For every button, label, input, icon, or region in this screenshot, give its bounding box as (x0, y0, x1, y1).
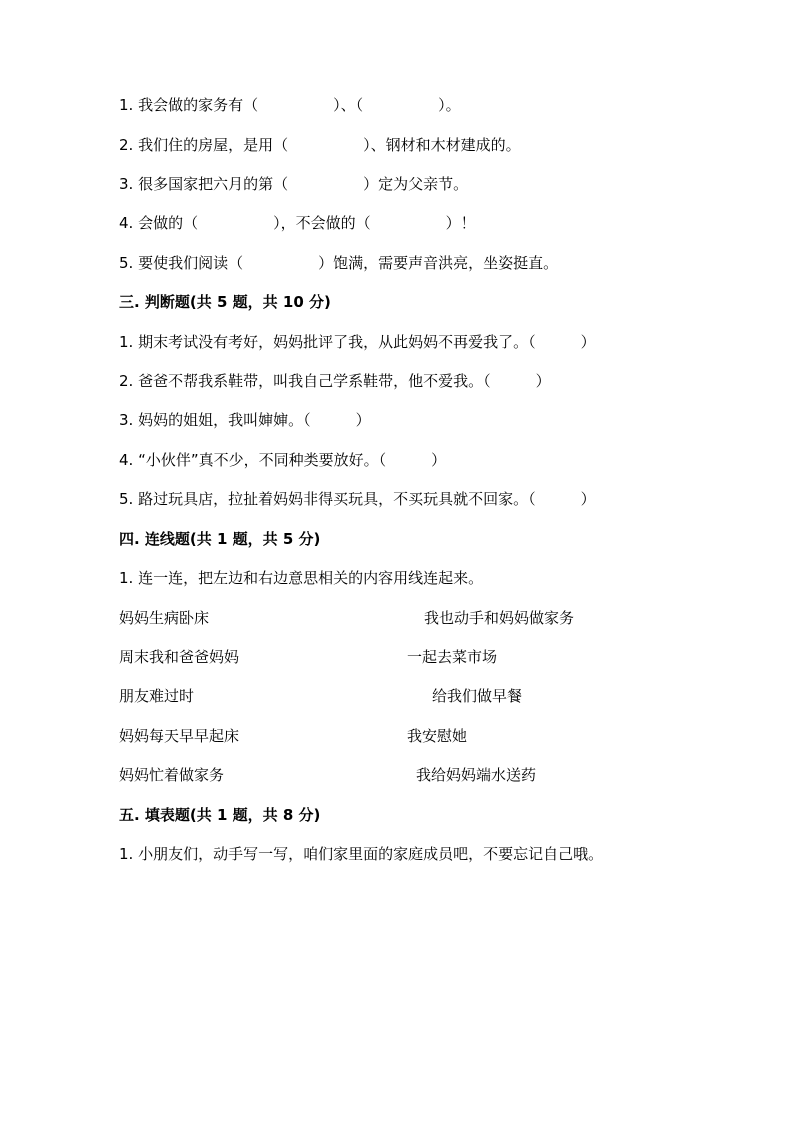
matching-left-5: 妈妈忙着做家务 (119, 766, 225, 784)
section-heading-matching: 四. 连线题(共 1 题，共 5 分) (119, 530, 321, 548)
matching-right-2: 一起去菜市场 (407, 648, 498, 666)
section-heading-judgment: 三. 判断题(共 5 题，共 10 分) (119, 293, 331, 311)
matching-right-1: 我也动手和妈妈做家务 (424, 609, 575, 627)
matching-left-2: 周末我和爸爸妈妈 (119, 648, 240, 666)
fill-in-item-4: 4. 会做的（ ），不会做的（ ）！ (119, 214, 476, 232)
table-question: 1. 小朋友们，动手写一写，咱们家里面的家庭成员吧，不要忘记自己哦。 (119, 845, 604, 863)
judgment-item-5: 5. 路过玩具店，拉扯着妈妈非得买玩具，不买玩具就不回家。（ ） (119, 490, 596, 508)
fill-in-item-1: 1. 我会做的家务有（ ）、（ ）。 (119, 96, 461, 114)
matching-left-4: 妈妈每天早早起床 (119, 727, 240, 745)
judgment-item-1: 1. 期末考试没有考好，妈妈批评了我，从此妈妈不再爱我了。（ ） (119, 333, 596, 351)
judgment-item-2: 2. 爸爸不帮我系鞋带，叫我自己学系鞋带，他不爱我。（ ） (119, 372, 551, 390)
matching-right-4: 我安慰她 (407, 727, 468, 745)
section-heading-table: 五. 填表题(共 1 题，共 8 分) (119, 806, 321, 824)
fill-in-item-5: 5. 要使我们阅读（ ）饱满，需要声音洪亮，坐姿挺直。 (119, 254, 559, 272)
judgment-item-4: 4. “小伙伴”真不少，不同种类要放好。（ ） (119, 451, 447, 469)
matching-right-3: 给我们做早餐 (432, 687, 523, 705)
fill-in-item-2: 2. 我们住的房屋，是用（ ）、钢材和木材建成的。 (119, 136, 521, 154)
fill-in-item-3: 3. 很多国家把六月的第（ ）定为父亲节。 (119, 175, 469, 193)
matching-left-3: 朋友难过时 (119, 687, 195, 705)
matching-question: 1. 连一连，把左边和右边意思相关的内容用线连起来。 (119, 569, 484, 587)
judgment-item-3: 3. 妈妈的姐姐，我叫婶婶。（ ） (119, 411, 371, 429)
matching-left-1: 妈妈生病卧床 (119, 609, 210, 627)
matching-right-5: 我给妈妈端水送药 (416, 766, 537, 784)
